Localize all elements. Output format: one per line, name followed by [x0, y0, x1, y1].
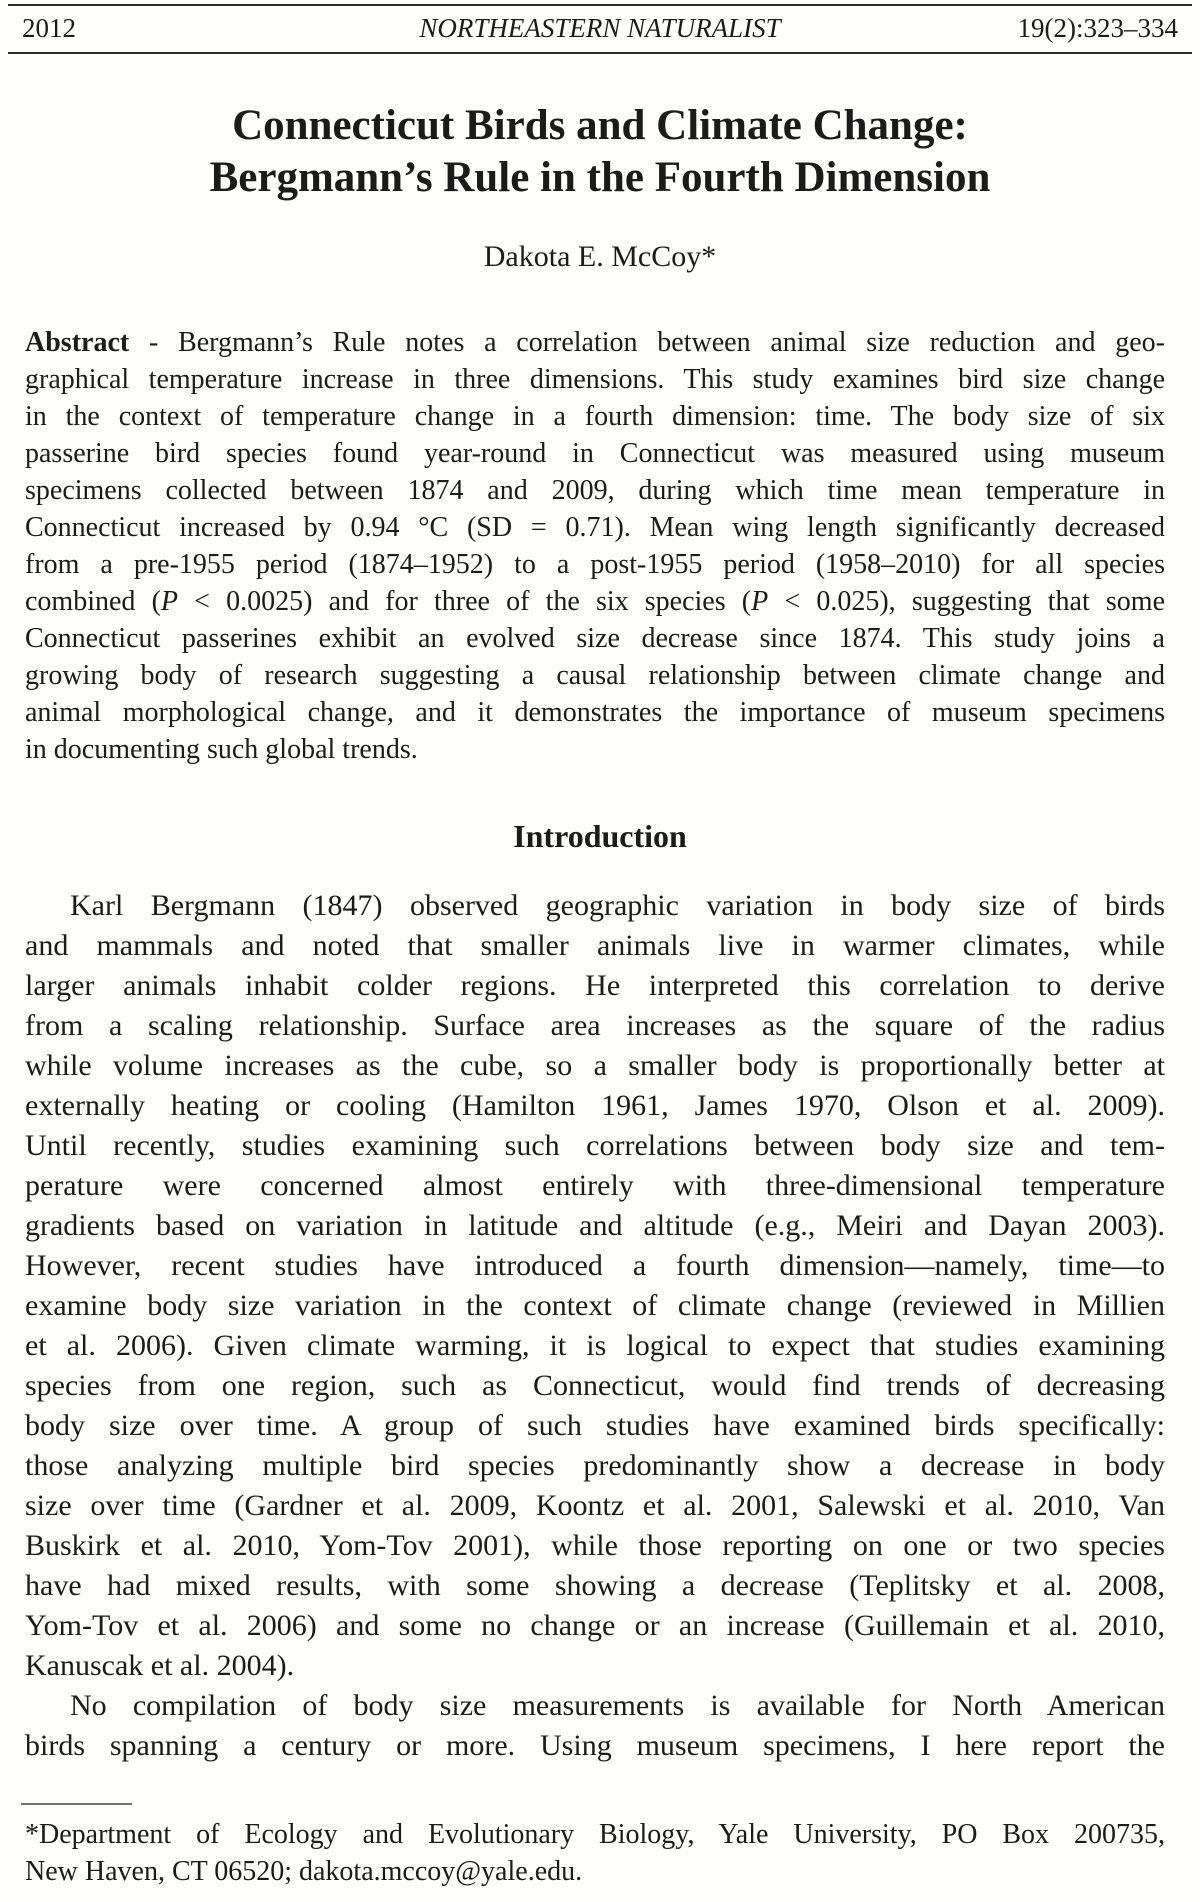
- text-line: perature were concerned almost entirely with three-dimensional temperature: [25, 1169, 1165, 1202]
- introduction-body: [25, 886, 1165, 1766]
- text-line: Abstract - Bergmann’s Rule notes a correlation between animal size reduction and geo-: [25, 327, 1165, 358]
- author-byline: Dakota E. McCoy*: [483, 240, 717, 273]
- text-line: passerine bird species found year-round in Connecticut was measured using museum: [25, 438, 1165, 469]
- text-line: from a scaling relationship. Surface area increases as the square of the radius: [25, 1009, 1165, 1042]
- text-line: Connecticut passerines exhibit an evolved size decrease since 1874. This study joins a: [25, 623, 1165, 654]
- running-head-citation: 19(2):323–334: [1017, 13, 1178, 43]
- top-rule: [8, 4, 1192, 6]
- text-line: body size over time. A group of such studies have examined birds specifically:: [25, 1409, 1165, 1442]
- text-line: Karl Bergmann (1847) observed geographic variation in body size of birds: [70, 889, 1165, 922]
- text-line: combined (P < 0.0025) and for three of the six species (P < 0.025), suggesting that some: [25, 586, 1165, 617]
- text-line: larger animals inhabit colder regions. He interpreted this correlation to derive: [25, 969, 1165, 1002]
- text-line: and mammals and noted that smaller animals live in warmer climates, while: [25, 929, 1165, 962]
- text-line: have had mixed results, with some showing a decrease (Teplitsky et al. 2008,: [25, 1569, 1165, 1602]
- article-title-line-1: Connecticut Birds and Climate Change:: [232, 102, 968, 149]
- text-line: graphical temperature increase in three dimensions. This study examines bird size change: [25, 364, 1165, 395]
- author-footnote: [25, 1816, 1165, 1890]
- text-line: growing body of research suggesting a causal relationship between climate change and: [25, 660, 1165, 691]
- text-line: Kanuscak et al. 2004).: [25, 1649, 295, 1682]
- text-line: However, recent studies have introduced a fourth dimension—namely, time—to: [25, 1249, 1165, 1282]
- text-line: in documenting such global trends.: [25, 734, 418, 765]
- text-line: Buskirk et al. 2010, Yom-Tov 2001), while those reporting on one or two species: [25, 1529, 1165, 1562]
- text-line: in the context of temperature change in a fourth dimension: time. The body size of six: [25, 401, 1165, 432]
- running-head-year: 2012: [22, 13, 76, 43]
- article-title: [0, 100, 1200, 204]
- text-line: Yom-Tov et al. 2006) and some no change or an increase (Guillemain et al. 2010,: [25, 1609, 1165, 1642]
- footnote-separator: [21, 1803, 132, 1805]
- text-line: birds spanning a century or more. Using museum specimens, I here report the: [25, 1729, 1165, 1762]
- running-head: [22, 9, 1178, 47]
- header-rule: [8, 52, 1192, 54]
- text-line: while volume increases as the cube, so a smaller body is proportionally better at: [25, 1049, 1165, 1082]
- text-line: size over time (Gardner et al. 2009, Koontz et al. 2001, Salewski et al. 2010, Van: [25, 1489, 1165, 1522]
- text-line: those analyzing multiple bird species predominantly show a decrease in body: [25, 1449, 1165, 1482]
- introduction-heading: Introduction: [513, 818, 687, 854]
- running-head-journal: NORTHEASTERN NATURALIST: [419, 13, 781, 43]
- text-line: *Department of Ecology and Evolutionary Biology, Yale University, PO Box 200735,: [25, 1819, 1165, 1850]
- text-line: species from one region, such as Connecticut, would find trends of decreasing: [25, 1369, 1165, 1402]
- text-line: New Haven, CT 06520; dakota.mccoy@yale.edu.: [25, 1856, 583, 1887]
- text-line: No compilation of body size measurements is available for North American: [70, 1689, 1165, 1722]
- text-line: examine body size variation in the context of climate change (reviewed in Millien: [25, 1289, 1165, 1322]
- text-line: animal morphological change, and it demonstrates the importance of museum specimens: [25, 697, 1165, 728]
- article-title-line-2: Bergmann’s Rule in the Fourth Dimension: [209, 154, 991, 201]
- text-line: gradients based on variation in latitude and altitude (e.g., Meiri and Dayan 2003).: [25, 1209, 1165, 1242]
- text-line: externally heating or cooling (Hamilton 1961, James 1970, Olson et al. 2009).: [25, 1089, 1165, 1122]
- abstract-block: [25, 324, 1165, 768]
- text-line: Until recently, studies examining such correlations between body size and tem-: [25, 1129, 1165, 1162]
- text-line: et al. 2006). Given climate warming, it is logical to expect that studies examining: [25, 1329, 1165, 1362]
- text-line: specimens collected between 1874 and 2009, during which time mean temperature in: [25, 475, 1165, 506]
- text-line: Connecticut increased by 0.94 °C (SD = 0.71). Mean wing length significantly decreased: [25, 512, 1165, 543]
- text-line: from a pre-1955 period (1874–1952) to a post-1955 period (1958–2010) for all species: [25, 549, 1165, 580]
